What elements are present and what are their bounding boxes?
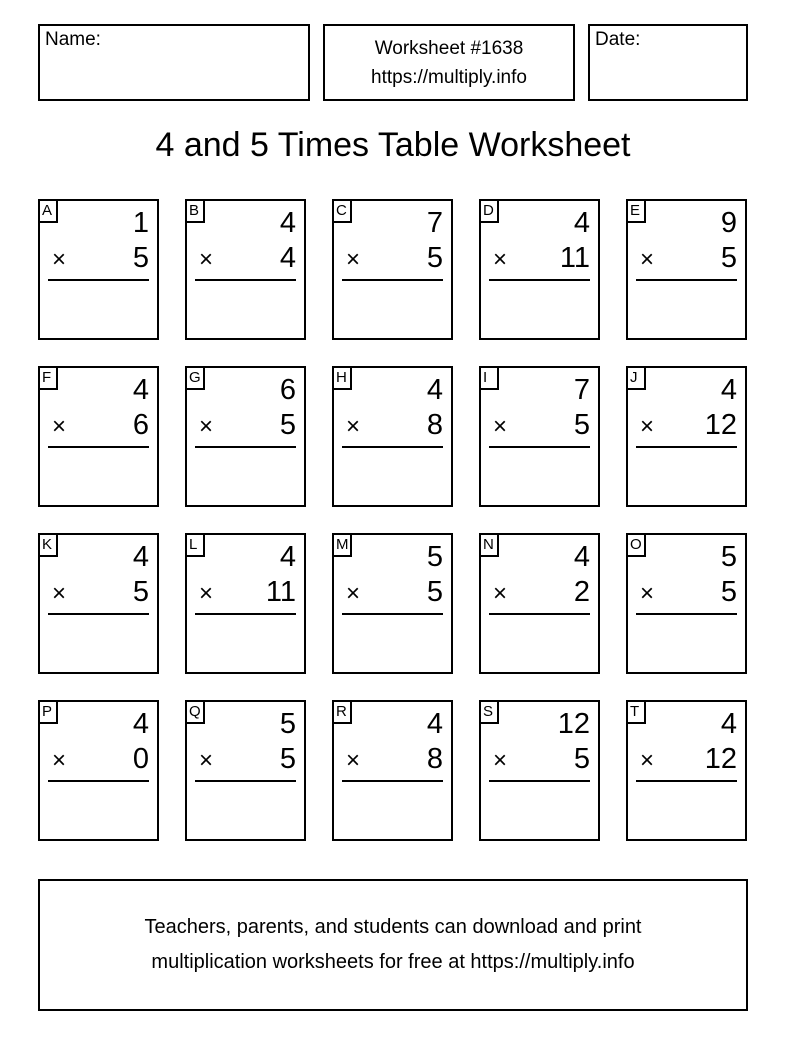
problem-multiplicand: 1 [132, 207, 149, 239]
problem-card [626, 700, 747, 841]
multiply-sign: × [640, 246, 655, 273]
problem-multiplier: 11 [265, 576, 296, 608]
problem-card [332, 533, 453, 674]
problem-card [479, 700, 600, 841]
worksheet-number: Worksheet #1638 [374, 38, 524, 59]
footer-line-2: multiplication worksheets for free at https://multiply.info [151, 951, 635, 973]
problem-card [626, 533, 747, 674]
answer-line [342, 780, 443, 782]
multiply-sign: × [199, 580, 214, 607]
answer-line [195, 613, 296, 615]
problem-multiplicand: 4 [426, 374, 443, 406]
problem-letter: H [332, 366, 352, 390]
problem-multiplicand: 4 [132, 374, 149, 406]
page-title: 4 and 5 Times Table Worksheet [155, 126, 631, 164]
problem-letter: F [38, 366, 58, 390]
answer-line [48, 613, 149, 615]
problem-letter: N [479, 533, 499, 557]
problem-multiplier: 2 [573, 576, 590, 608]
multiply-sign: × [640, 747, 655, 774]
problem-multiplier: 11 [559, 242, 590, 274]
multiply-sign: × [199, 246, 214, 273]
answer-line [342, 279, 443, 281]
problem-letter: M [332, 533, 352, 557]
problem-card [185, 199, 306, 340]
problem-card [626, 199, 747, 340]
problem-multiplier: 6 [132, 409, 149, 441]
problem-multiplier: 5 [720, 576, 737, 608]
problem-multiplier: 5 [573, 743, 590, 775]
problem-multiplier: 5 [279, 409, 296, 441]
date-label: Date: [595, 29, 641, 50]
multiply-sign: × [346, 747, 361, 774]
answer-line [489, 780, 590, 782]
multiply-sign: × [199, 413, 214, 440]
problem-letter: B [185, 199, 205, 223]
multiply-sign: × [52, 580, 67, 607]
problem-card [185, 533, 306, 674]
answer-line [195, 446, 296, 448]
multiply-sign: × [52, 413, 67, 440]
answer-line [636, 446, 737, 448]
problem-multiplier: 8 [426, 409, 443, 441]
problem-multiplicand: 4 [573, 207, 590, 239]
footer-line-1: Teachers, parents, and students can download and print [144, 916, 642, 938]
multiply-sign: × [493, 747, 508, 774]
multiply-sign: × [493, 580, 508, 607]
problem-letter: J [626, 366, 646, 390]
problem-multiplicand: 6 [279, 374, 296, 406]
problem-card [38, 700, 159, 841]
problem-letter: R [332, 700, 352, 724]
multiply-sign: × [493, 413, 508, 440]
problem-multiplicand: 4 [132, 708, 149, 740]
multiply-sign: × [346, 413, 361, 440]
problem-multiplicand: 4 [132, 541, 149, 573]
problem-multiplier: 5 [573, 409, 590, 441]
answer-line [48, 279, 149, 281]
problem-multiplicand: 4 [720, 708, 737, 740]
problem-card [479, 199, 600, 340]
problem-card [332, 700, 453, 841]
multiply-sign: × [346, 580, 361, 607]
multiply-sign: × [493, 246, 508, 273]
problem-multiplicand: 4 [279, 541, 296, 573]
problem-multiplier: 5 [426, 242, 443, 274]
problem-letter: I [479, 366, 499, 390]
problem-card [479, 533, 600, 674]
problem-multiplier: 5 [279, 743, 296, 775]
problem-multiplier: 5 [426, 576, 443, 608]
problem-multiplier: 0 [132, 743, 149, 775]
problem-multiplicand: 4 [426, 708, 443, 740]
problem-multiplicand: 5 [720, 541, 737, 573]
problem-card [38, 199, 159, 340]
problem-letter: E [626, 199, 646, 223]
problem-letter: O [626, 533, 646, 557]
problem-card [332, 199, 453, 340]
problem-multiplicand: 7 [426, 207, 443, 239]
problem-multiplier: 5 [720, 242, 737, 274]
problem-multiplier: 4 [279, 242, 296, 274]
problem-letter: A [38, 199, 58, 223]
problem-multiplier: 12 [704, 409, 737, 441]
problem-letter: D [479, 199, 499, 223]
problem-letter: G [185, 366, 205, 390]
problem-multiplicand: 9 [720, 207, 737, 239]
multiply-sign: × [199, 747, 214, 774]
problem-letter: Q [185, 700, 205, 724]
problem-card [479, 366, 600, 507]
problem-letter: T [626, 700, 646, 724]
problem-multiplicand: 5 [426, 541, 443, 573]
footer-box [38, 879, 748, 1011]
multiply-sign: × [52, 747, 67, 774]
problem-letter: S [479, 700, 499, 724]
problem-letter: L [185, 533, 205, 557]
problem-multiplicand: 4 [720, 374, 737, 406]
answer-line [489, 446, 590, 448]
multiply-sign: × [640, 580, 655, 607]
problem-card [332, 366, 453, 507]
problem-letter: C [332, 199, 352, 223]
multiply-sign: × [640, 413, 655, 440]
answer-line [489, 613, 590, 615]
worksheet-url: https://multiply.info [371, 67, 527, 88]
answer-line [489, 279, 590, 281]
problem-multiplicand: 12 [557, 708, 590, 740]
problem-card [185, 700, 306, 841]
problem-card [185, 366, 306, 507]
problem-multiplier: 8 [426, 743, 443, 775]
problem-card [38, 366, 159, 507]
problem-multiplicand: 4 [279, 207, 296, 239]
problem-multiplicand: 7 [573, 374, 590, 406]
problem-card [626, 366, 747, 507]
problem-card [38, 533, 159, 674]
multiply-sign: × [346, 246, 361, 273]
answer-line [342, 613, 443, 615]
answer-line [636, 780, 737, 782]
problem-multiplicand: 5 [279, 708, 296, 740]
answer-line [195, 279, 296, 281]
problem-multiplier: 5 [132, 242, 149, 274]
problem-multiplier: 5 [132, 576, 149, 608]
multiply-sign: × [52, 246, 67, 273]
answer-line [48, 446, 149, 448]
answer-line [636, 613, 737, 615]
answer-line [195, 780, 296, 782]
problem-multiplier: 12 [704, 743, 737, 775]
answer-line [48, 780, 149, 782]
problem-letter: K [38, 533, 58, 557]
answer-line [636, 279, 737, 281]
name-label: Name: [45, 29, 101, 50]
problem-letter: P [38, 700, 58, 724]
answer-line [342, 446, 443, 448]
problem-multiplicand: 4 [573, 541, 590, 573]
